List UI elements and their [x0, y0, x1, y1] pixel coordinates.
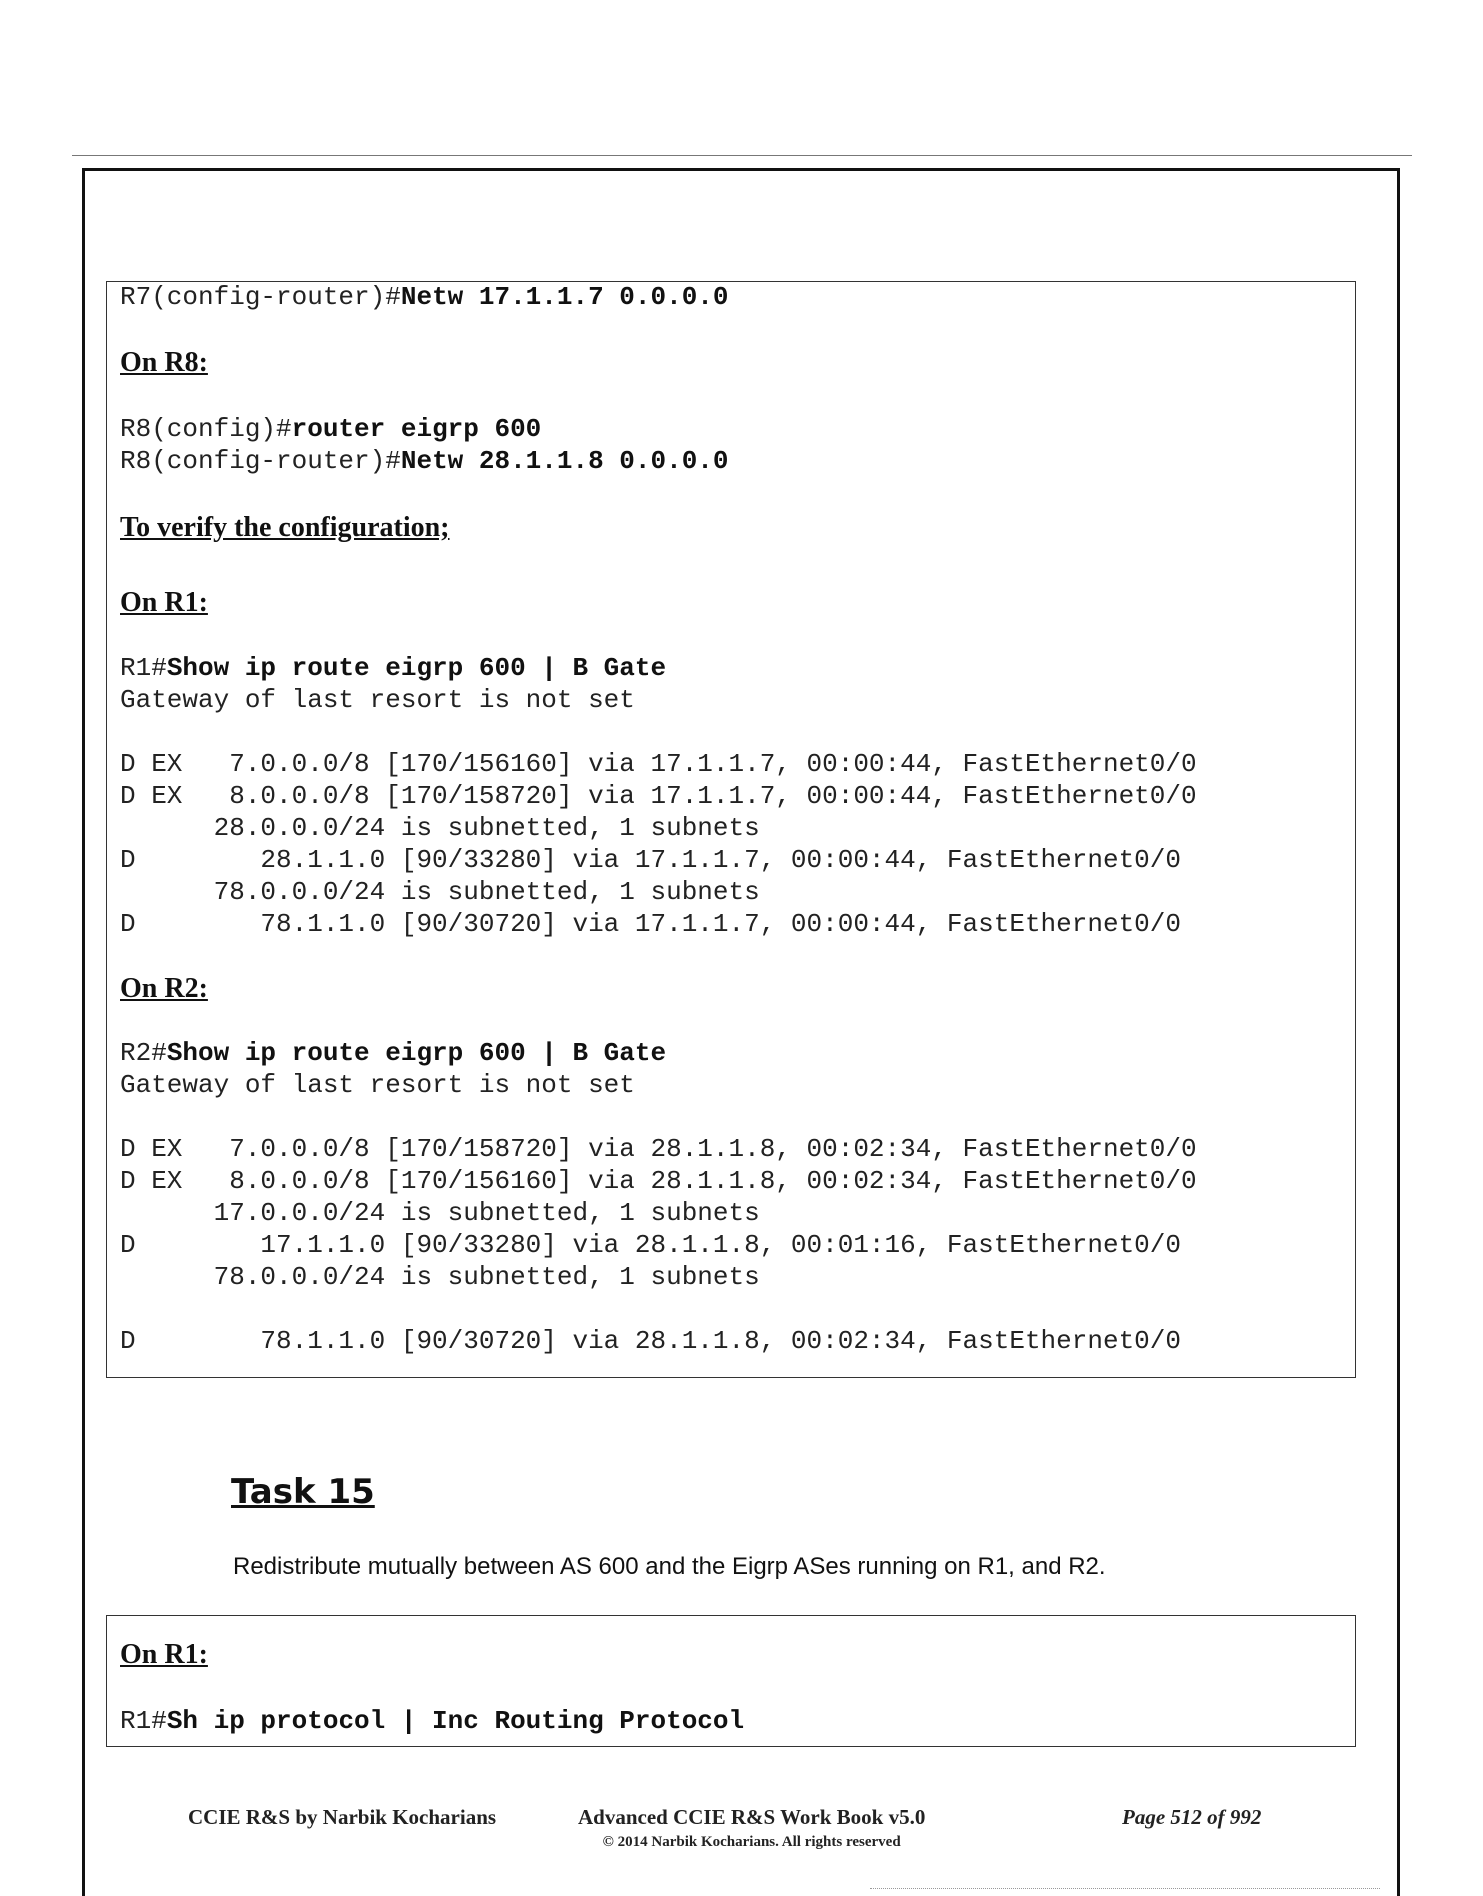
bottom-scan-noise: [870, 1888, 1380, 1889]
r8-netw-line: R8(config-router)#Netw 28.1.1.8 0.0.0.0: [120, 446, 729, 476]
task-config-box: [106, 1615, 1356, 1747]
heading-verify: To verify the configuration;: [120, 512, 450, 543]
r2-show-command: R2#Show ip route eigrp 600 | B Gate: [120, 1038, 667, 1068]
r2-output-line: D 17.1.1.0 [90/33280] via 28.1.1.8, 00:01:16, FastEthernet0/0: [120, 1230, 1181, 1260]
config-box: [106, 281, 1356, 1378]
r1-output-line: D 78.1.1.0 [90/30720] via 17.1.1.7, 00:00:44, FastEthernet0/0: [120, 909, 1181, 939]
footer-author: CCIE R&S by Narbik Kocharians: [188, 1805, 497, 1829]
heading-on-r1: On R1:: [120, 1639, 208, 1670]
r1-show-command: R1#Show ip route eigrp 600 | B Gate: [120, 653, 667, 683]
footer-page-number: Page 512 of 992: [1122, 1805, 1262, 1829]
r1-output-line: 78.0.0.0/24 is subnetted, 1 subnets: [120, 877, 760, 907]
heading-on-r1: On R1:: [120, 587, 208, 618]
top-rule: [72, 155, 1412, 156]
r8-router-line: R8(config)#router eigrp 600: [120, 414, 542, 444]
r1-output-line: D EX 8.0.0.0/8 [170/158720] via 17.1.1.7, 00:00:44, FastEthernet0/0: [120, 781, 1197, 811]
heading-on-r8: On R8:: [120, 347, 208, 378]
footer-book: [578, 1805, 925, 1851]
page-frame-top: [82, 168, 1400, 171]
r1-output-line: Gateway of last resort is not set: [120, 685, 635, 715]
r2-output-line: D EX 8.0.0.0/8 [170/156160] via 28.1.1.8, 00:02:34, FastEthernet0/0: [120, 1166, 1197, 1196]
page-frame-left: [82, 168, 85, 1896]
r2-output-line: D EX 7.0.0.0/8 [170/158720] via 28.1.1.8, 00:02:34, FastEthernet0/0: [120, 1134, 1197, 1164]
footer-copyright: © 2014 Narbik Kocharians. All rights reserved: [602, 1834, 901, 1850]
r2-output-line: Gateway of last resort is not set: [120, 1070, 635, 1100]
task-title: Task 15: [231, 1472, 375, 1512]
heading-on-r2: On R2:: [120, 973, 208, 1004]
page-frame-right: [1397, 168, 1400, 1896]
r1-output-line: 28.0.0.0/24 is subnetted, 1 subnets: [120, 813, 760, 843]
r1-output-line: D 28.1.1.0 [90/33280] via 17.1.1.7, 00:00:44, FastEthernet0/0: [120, 845, 1181, 875]
r2-output-line: D 78.1.1.0 [90/30720] via 28.1.1.8, 00:02:34, FastEthernet0/0: [120, 1326, 1181, 1356]
r2-output-line: 17.0.0.0/24 is subnetted, 1 subnets: [120, 1198, 760, 1228]
r1-output-line: D EX 7.0.0.0/8 [170/156160] via 17.1.1.7, 00:00:44, FastEthernet0/0: [120, 749, 1197, 779]
r2-output-line: 78.0.0.0/24 is subnetted, 1 subnets: [120, 1262, 760, 1292]
r1-sh-ip-protocol-command: R1#Sh ip protocol | Inc Routing Protocol: [120, 1706, 745, 1736]
task-description: Redistribute mutually between AS 600 and the Eigrp ASes running on R1, and R2.: [233, 1553, 1106, 1580]
r7-netw-line: R7(config-router)#Netw 17.1.1.7 0.0.0.0: [120, 282, 729, 312]
footer-book-title: Advanced CCIE R&S Work Book v5.0: [578, 1805, 926, 1829]
